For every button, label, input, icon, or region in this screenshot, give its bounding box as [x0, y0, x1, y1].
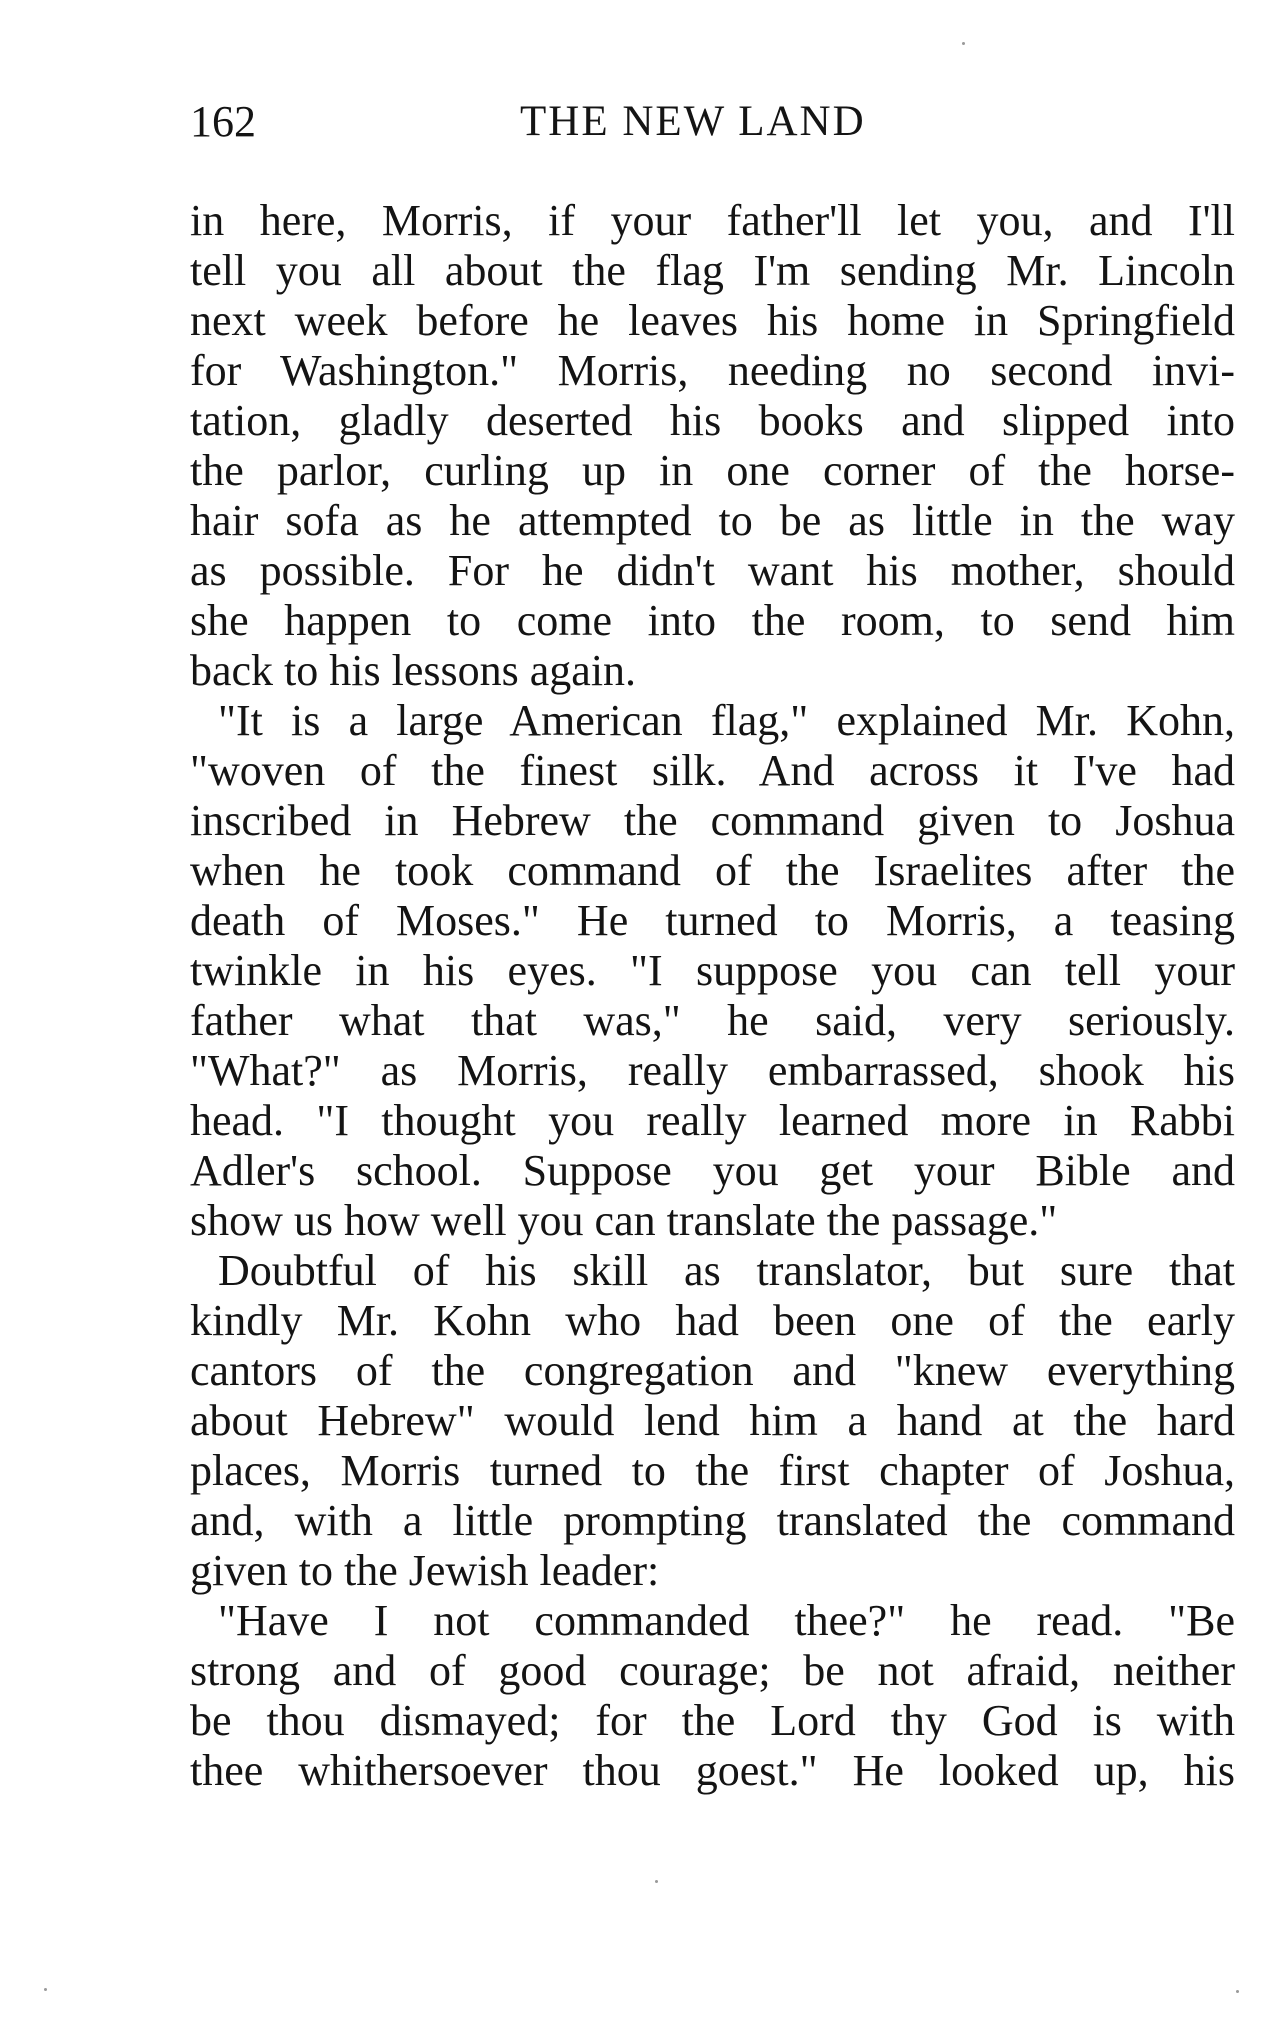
scan-speck	[44, 1988, 47, 1991]
text-line: and, with a little prompting translated the command	[190, 1496, 1235, 1545]
text-line: back to his lessons again.	[190, 646, 637, 695]
text-line: be thou dismayed; for the Lord thy God is with	[190, 1696, 1235, 1745]
text-line: thee whithersoever thou goest." He looked up, his	[190, 1746, 1235, 1795]
text-line: tation, gladly deserted his books and slipped into	[190, 396, 1235, 445]
body-text	[190, 196, 1235, 1796]
text-line: about Hebrew" would lend him a hand at the hard	[190, 1396, 1235, 1445]
text-line: "woven of the finest silk. And across it I've had	[190, 746, 1235, 795]
text-line: as possible. For he didn't want his mother, should	[190, 546, 1235, 595]
text-line: father what that was," he said, very seriously.	[190, 996, 1235, 1045]
text-line: head. "I thought you really learned more in Rabbi	[190, 1096, 1235, 1145]
text-line: for Washington." Morris, needing no second invi-	[190, 346, 1235, 395]
text-line: the parlor, curling up in one corner of the horse-	[190, 446, 1235, 495]
text-line: next week before he leaves his home in Springfield	[190, 296, 1235, 345]
text-line: "Have I not commanded thee?" he read. "Be	[218, 1596, 1235, 1645]
text-line: "What?" as Morris, really embarrassed, shook his	[190, 1046, 1235, 1095]
scan-speck	[962, 42, 965, 45]
text-line: inscribed in Hebrew the command given to Joshua	[190, 796, 1235, 845]
text-line: "It is a large American flag," explained Mr. Kohn,	[218, 696, 1235, 745]
scan-speck	[655, 1880, 658, 1883]
text-line: cantors of the congregation and "knew everything	[190, 1346, 1235, 1395]
text-line: places, Morris turned to the first chapter of Joshua,	[190, 1446, 1235, 1495]
text-line: Adler's school. Suppose you get your Bible and	[190, 1146, 1235, 1195]
text-line: given to the Jewish leader:	[190, 1546, 660, 1595]
text-line: when he took command of the Israelites after the	[190, 846, 1235, 895]
text-line: kindly Mr. Kohn who had been one of the early	[190, 1296, 1235, 1345]
text-line: twinkle in his eyes. "I suppose you can tell your	[190, 946, 1235, 995]
page-number: 162	[190, 97, 256, 146]
text-line: in here, Morris, if your father'll let you, and I'll	[190, 196, 1235, 245]
text-line: Doubtful of his skill as translator, but sure that	[218, 1246, 1235, 1295]
scan-speck	[1236, 1990, 1239, 1993]
text-line: hair sofa as he attempted to be as little in the way	[190, 496, 1235, 545]
text-line: strong and of good courage; be not afraid, neither	[190, 1646, 1235, 1695]
running-head: THE NEW LAND	[520, 98, 866, 145]
text-line: death of Moses." He turned to Morris, a teasing	[190, 896, 1235, 945]
text-line: tell you all about the flag I'm sending Mr. Lincoln	[190, 246, 1235, 295]
text-line: show us how well you can translate the passage."	[190, 1196, 1058, 1245]
text-line: she happen to come into the room, to send him	[190, 596, 1235, 645]
page-header	[190, 92, 1240, 152]
